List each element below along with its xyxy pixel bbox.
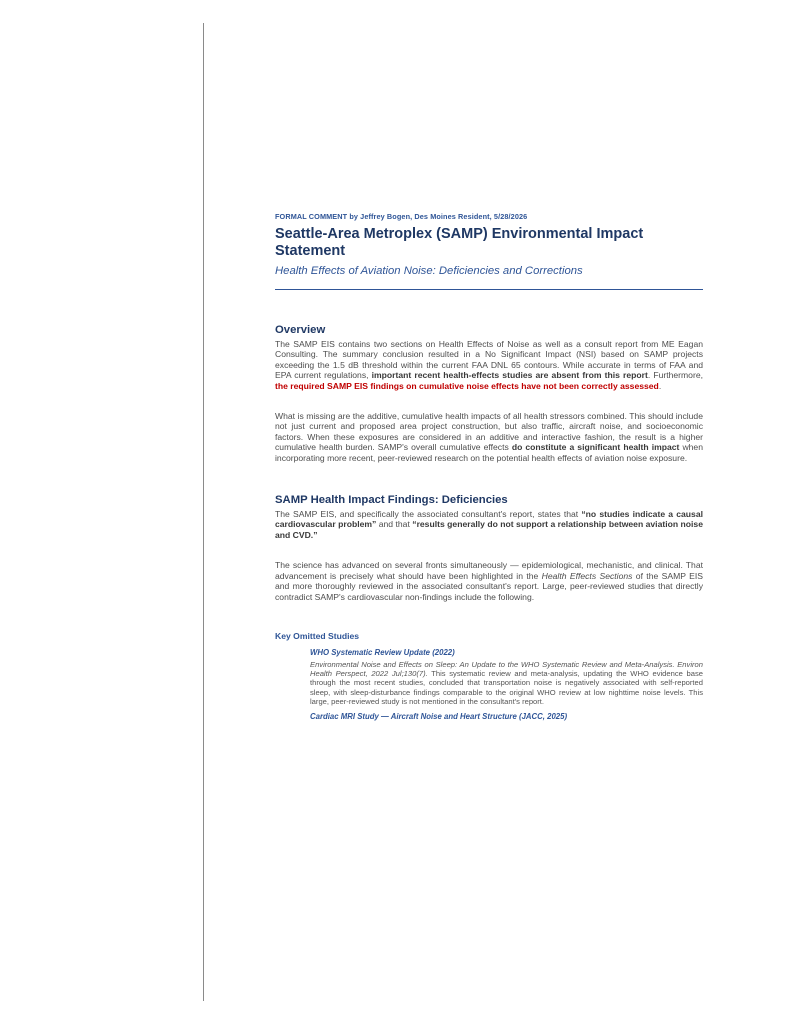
overview-heading: Overview <box>275 324 326 336</box>
text-run: The science has advanced on several fronts simultaneously — epidemiological, mechanistic, and clinical. That advancement is precisely what should have been highlighted in the <box>275 560 703 581</box>
text-run: and that <box>376 519 413 530</box>
bold-text-run: do constitute a significant health impact <box>511 442 680 453</box>
study-summary: This systematic review and meta-analysis, updating the WHO evidence base through the most recent studies, concluded that transportation noise is negatively associated with self-reported sleep, with sleep-disturbance findings comparable to the original WHO review at low nighttime noise levels. This large, peer-reviewed study is not mentioned in the consultant's report. <box>310 669 703 706</box>
document-title: Seattle-Area Metroplex (SAMP) Environmental Impact Statement <box>275 226 644 259</box>
findings-paragraph-1 <box>275 509 703 540</box>
study-title: WHO Systematic Review Update (2022) <box>310 647 455 657</box>
study-description <box>310 660 703 706</box>
findings-heading: SAMP Health Impact Findings: Deficiencies <box>275 494 508 507</box>
study-title: Cardiac MRI Study — Aircraft Noise and Heart Structure (JACC, 2025) <box>310 711 568 721</box>
text-run: The SAMP EIS contains two sections on Health Effects of Noise as well as a consult report from ME Eagan Consulting. The summary conclusion resulted in a No Significant Impact (NSI) based on SAMP projects exceeding the 1.5 dB threshold within the current FAA DNL 65 contours. While accurate in terms of FAA and EPA current regulations, <box>275 339 703 381</box>
overview-paragraph-2 <box>275 411 703 463</box>
left-margin-line <box>203 23 204 1001</box>
formal-comment-line: FORMAL COMMENT by Jeffrey Bogen, Des Moines Resident, 5/28/2026 <box>275 212 528 221</box>
text-run: when incorporating more recent, peer-reviewed research on the potential health effects of aviation noise exposure. <box>275 442 703 463</box>
study-item <box>310 648 703 706</box>
document-body <box>275 212 703 724</box>
omitted-studies-heading: Key Omitted Studies <box>275 630 360 641</box>
study-citation: Environmental Noise and Effects on Sleep: An Update to the WHO Systematic Review and Meta-Analysis. Environ Health Perspect, 2022 Jul;130(7). <box>310 659 703 679</box>
study-item <box>310 712 703 721</box>
text-run: The SAMP EIS, and specifically the associated consultant's report, states that <box>275 509 582 520</box>
overview-paragraph-1 <box>275 339 703 391</box>
bold-text-run: important recent health-effects studies are absent from this report <box>371 370 648 381</box>
title-divider <box>275 289 703 290</box>
findings-paragraph-2 <box>275 560 703 602</box>
text-run: of the SAMP EIS and more thoroughly reviewed in the associated consultant's report. Large, peer-reviewed studies that directly contradict SAMP's cardiovascular non-findings include the following. <box>275 570 703 602</box>
bold-quote: “no studies indicate a causal cardiovascular problem” <box>275 509 703 530</box>
text-run: What is missing are the additive, cumulative health impacts of all health stressors combined. This should include not just current and proposed area project construction, but also traffic, aircraft noise, and socioeconomic factors. When these exposures are considered in an additive and interactive fashion, the result is a higher cumulative health burden. SAMP's overall cumulative effects <box>275 411 703 453</box>
italic-text-run: Health Effects Sections <box>541 570 633 581</box>
text-run: . <box>658 380 662 391</box>
text-run: . Furthermore, <box>647 370 703 381</box>
highlighted-text-run: the required SAMP EIS findings on cumulative noise effects have not been correctly assessed <box>275 380 659 391</box>
document-subtitle: Health Effects of Aviation Noise: Deficiencies and Corrections <box>275 265 583 277</box>
bold-quote: “results generally do not support a relationship between aviation noise and CVD.” <box>275 519 703 540</box>
